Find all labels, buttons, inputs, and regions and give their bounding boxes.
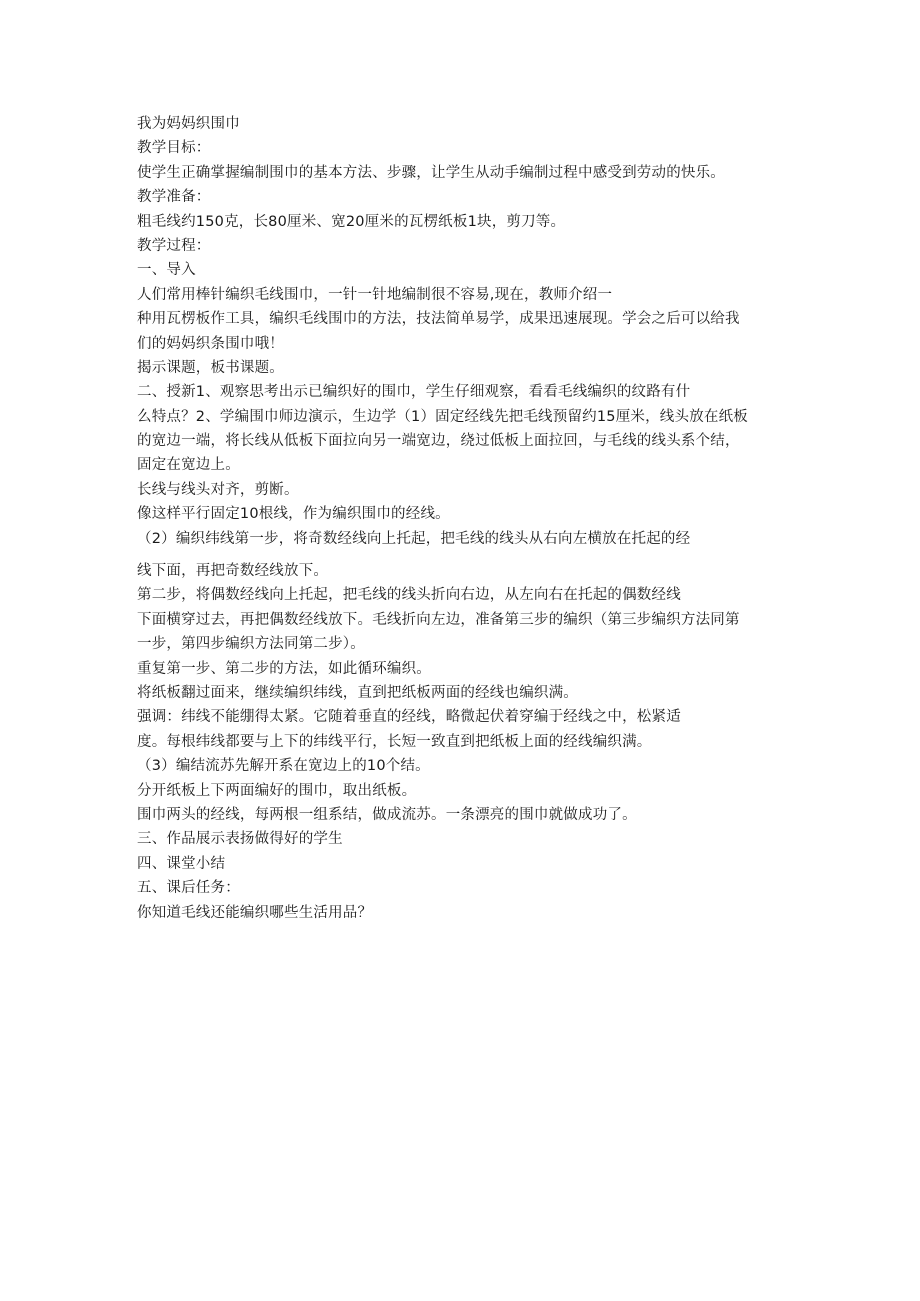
paragraph-line: 度。每根纬线都要与上下的纬线平行，长短一致直到把纸板上面的经线编织满。 [137, 733, 652, 750]
paragraph-line: 粗毛线约150克，长80厘米、宽20厘米的瓦楞纸板1块，剪刀等。 [137, 213, 566, 230]
paragraph-line: 你知道毛线还能编织哪些生活用品？ [137, 904, 373, 921]
document-title: 我为妈妈织围巾 [137, 116, 240, 132]
paragraph-line: 固定在宽边上。 [137, 457, 240, 474]
section-heading-intro: 一、导入 [137, 262, 196, 279]
section-heading-preparation: 教学准备： [137, 189, 211, 206]
section-heading-showcase: 三、作品展示表扬做得好的学生 [137, 831, 343, 848]
paragraph-line: 围巾两头的经线，每两根一组系结，做成流苏。一条漂亮的围巾就做成功了。 [137, 806, 637, 823]
paragraph-line: 第二步，将偶数经线向上托起，把毛线的线头折向右边，从左向右在托起的偶数经线 [137, 587, 681, 604]
paragraph-line: 么特点？2、学编围巾师边演示，生边学（1）固定经线先把毛线预留约15厘米，线头放在纸板 [137, 408, 748, 425]
section-heading-process: 教学过程： [137, 237, 211, 254]
paragraph-line: 种用瓦楞板作工具，编织毛线围巾的方法，技法简单易学，成果迅速展现。学会之后可以给我 [137, 311, 740, 328]
paragraph-line: 人们常用棒针编织毛线围巾，一针一针地编制很不容易,现在，教师介绍一 [137, 286, 613, 303]
paragraph-line: 长线与线头对齐，剪断。 [137, 481, 299, 498]
paragraph-line: 下面横穿过去，再把偶数经线放下。毛线折向左边，准备第三步的编织（第三步编织方法同第 [137, 611, 740, 628]
section-heading-objectives: 教学目标： [137, 140, 211, 157]
paragraph-line: 分开纸板上下两面编好的围巾，取出纸板。 [137, 782, 417, 799]
paragraph-line: 强调：纬线不能绷得太紧。它随着垂直的经线，略微起伏着穿编于经线之中，松紧适 [137, 709, 681, 726]
paragraph-line: 揭示课题，板书课题。 [137, 359, 284, 376]
paragraph-line: 一步，第四步编织方法同第二步）。 [137, 636, 365, 653]
paragraph-line: 二、授新1、观察思考出示已编织好的围巾，学生仔细观察，看看毛线编织的纹路有什 [137, 384, 691, 401]
document-body [137, 112, 787, 925]
section-heading-homework: 五、课后任务： [137, 880, 240, 897]
paragraph-line: 重复第一步、第二步的方法，如此循环编织。 [137, 660, 431, 677]
paragraph-line: 将纸板翻过面来，继续编织纬线，直到把纸板两面的经线也编织满。 [137, 684, 578, 701]
paragraph-line: 线下面，再把奇数经线放下。 [137, 563, 329, 580]
paragraph-line: 的宽边一端，将长线从低板下面拉向另一端宽边，绕过低板上面拉回，与毛线的线头系个结， [137, 433, 740, 450]
paragraph-line: 像这样平行固定10根线，作为编织围巾的经线。 [137, 506, 450, 523]
paragraph-line: （3）编结流苏先解开系在宽边上的10个结。 [137, 758, 430, 775]
paragraph-line: 使学生正确掌握编制围巾的基本方法、步骤，让学生从动手编制过程中感受到劳动的快乐。 [137, 164, 725, 181]
section-heading-summary: 四、课堂小结 [137, 855, 226, 872]
paragraph-line: （2）编织纬线第一步，将奇数经线向上托起，把毛线的线头从右向左横放在托起的经 [137, 530, 691, 547]
paragraph-line: 们的妈妈织条围巾哦！ [137, 335, 284, 352]
